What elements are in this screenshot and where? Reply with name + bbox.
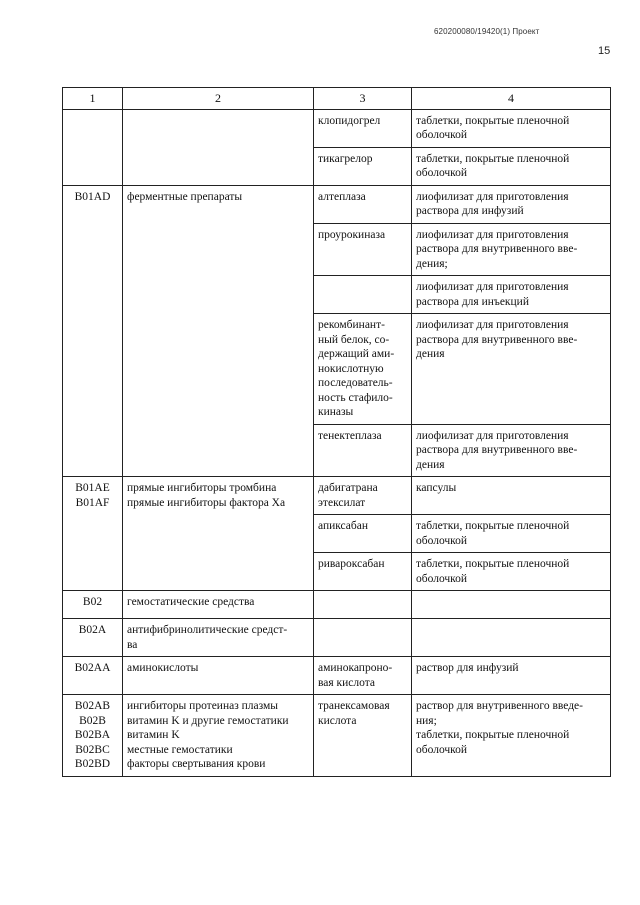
drug-name: дабигатрана: [318, 482, 378, 494]
code-cell: [63, 695, 123, 777]
form-cell: [412, 223, 611, 276]
group-cell: [123, 657, 314, 695]
drug-cell: [314, 657, 412, 695]
drug-name: ривароксабан: [318, 558, 385, 570]
dosage-form-line: оболочкой: [416, 534, 468, 547]
drug-name: нокислотную: [318, 362, 384, 375]
form-cell: [412, 185, 611, 223]
code-cell: [63, 619, 123, 657]
dosage-form-line: таблетки, покрытые пленочной: [416, 114, 570, 127]
form-cell: [412, 424, 611, 477]
dosage-form-line: раствора для внутривенного вве-: [416, 333, 578, 346]
drug-cell: [314, 314, 412, 425]
form-cell: [412, 314, 611, 425]
table-body: [63, 109, 611, 776]
group-name: аминокислоты: [127, 662, 199, 674]
atc-code: B02B: [79, 714, 106, 727]
group-name: ингибиторы протеиназ плазмы: [127, 700, 279, 712]
table-row: [63, 657, 611, 695]
drug-name: ность стафило-: [318, 391, 393, 404]
group-name: ферментные препараты: [127, 190, 243, 203]
drug-name: держащий ами-: [318, 348, 395, 360]
drug-table: [62, 87, 611, 777]
dosage-form-line: таблетки, покрытые пленочной: [416, 520, 570, 532]
table-row: [63, 619, 611, 657]
drug-cell: [314, 515, 412, 553]
dosage-form-line: капсулы: [416, 482, 457, 494]
group-cell: [123, 477, 314, 591]
dosage-form-line: раствор для инфузий: [416, 662, 519, 674]
dosage-form-line: лиофилизат для приготовления: [416, 281, 569, 293]
form-cell: [412, 553, 611, 591]
dosage-form-line: оболочкой: [416, 572, 468, 585]
table-row: [63, 477, 611, 515]
dosage-form-line: раствора для внутривенного вве-: [416, 444, 578, 456]
drug-cell: [314, 223, 412, 276]
group-name: гемостатические средства: [127, 596, 255, 608]
group-cell: [123, 695, 314, 777]
drug-cell: [314, 591, 412, 619]
column-header: 4: [412, 88, 611, 110]
form-cell: [412, 591, 611, 619]
dosage-form-line: лиофилизат для приготовления: [416, 190, 569, 203]
group-name: ва: [127, 638, 138, 651]
form-cell: [412, 657, 611, 695]
atc-code: B01AF: [75, 496, 110, 509]
drug-name: аминокапроно-: [318, 662, 393, 674]
drug-cell: [314, 477, 412, 515]
dosage-form-line: лиофилизат для приготовления: [416, 319, 569, 331]
drug-name: этексилат: [318, 496, 366, 509]
atc-code: B02A: [78, 624, 107, 636]
dosage-form-line: лиофилизат для приготовления: [416, 429, 569, 442]
dosage-form-line: таблетки, покрытые пленочной: [416, 152, 570, 165]
form-cell: [412, 695, 611, 777]
drug-cell: [314, 553, 412, 591]
drug-cell: [314, 147, 412, 185]
column-header: 3: [314, 88, 412, 110]
page-number: 15: [598, 45, 611, 57]
group-name: факторы свертывания крови: [127, 758, 266, 770]
group-name: витамин K и другие гемостатики: [127, 714, 289, 727]
dosage-form-line: раствора для инъекций: [416, 295, 529, 308]
dosage-form-line: лиофилизат для приготовления: [416, 228, 569, 241]
drug-name: клопидогрел: [318, 114, 381, 127]
atc-code: B02BA: [74, 729, 111, 741]
drug-name: апиксабан: [318, 520, 369, 532]
dosage-form-line: дения: [416, 348, 445, 360]
drug-name: рекомбинант-: [318, 319, 385, 331]
dosage-form-line: ния;: [416, 714, 437, 727]
code-cell: [63, 109, 123, 185]
drug-name: киназы: [318, 406, 354, 418]
atc-code: B02: [82, 596, 103, 608]
drug-name: тикагрелор: [318, 152, 373, 165]
drug-name: кислота: [318, 714, 357, 727]
table-row: [63, 591, 611, 619]
group-name: местные гемостатики: [127, 743, 233, 756]
table-row: [63, 695, 611, 777]
table-header-row: [63, 88, 611, 110]
group-name: прямые ингибиторы тромбина: [127, 482, 277, 494]
dosage-form-line: оболочкой: [416, 129, 468, 141]
group-cell: [123, 591, 314, 619]
code-cell: [63, 591, 123, 619]
drug-name: транексамовая: [318, 700, 390, 712]
form-cell: [412, 147, 611, 185]
drug-cell: [314, 185, 412, 223]
atc-code: B02AA: [74, 662, 111, 674]
drug-cell: [314, 109, 412, 147]
table-row: [63, 185, 611, 223]
group-name: прямые ингибиторы фактора Xa: [127, 496, 286, 509]
dosage-form-line: раствора для инфузий: [416, 205, 524, 217]
drug-name: проурокиназа: [318, 228, 386, 241]
atc-code: B02BC: [75, 743, 110, 756]
drug-name: вая кислота: [318, 676, 376, 689]
dosage-form-line: таблетки, покрытые пленочной: [416, 729, 570, 741]
drug-cell: [314, 619, 412, 657]
drug-cell: [314, 424, 412, 477]
group-cell: [123, 185, 314, 477]
dosage-form-line: таблетки, покрытые пленочной: [416, 558, 570, 570]
drug-cell: [314, 695, 412, 777]
column-header: 1: [63, 88, 123, 110]
code-cell: [63, 477, 123, 591]
group-cell: [123, 109, 314, 185]
code-cell: [63, 657, 123, 695]
drug-name: ный белок, со-: [318, 333, 390, 346]
dosage-form-line: раствор для внутривенного введе-: [416, 700, 583, 712]
dosage-form-line: оболочкой: [416, 167, 468, 179]
form-cell: [412, 276, 611, 314]
group-name: антифибринолитические средст-: [127, 624, 288, 636]
dosage-form-line: дения: [416, 458, 445, 471]
drug-name: последователь-: [318, 377, 393, 389]
table-row: [63, 109, 611, 147]
form-cell: [412, 109, 611, 147]
dosage-form-line: раствора для внутривенного вве-: [416, 243, 578, 255]
atc-code: B02AB: [74, 700, 111, 712]
code-cell: [63, 185, 123, 477]
form-cell: [412, 515, 611, 553]
drug-cell: [314, 276, 412, 314]
atc-code: B01AE: [75, 482, 110, 494]
atc-code: B02BD: [74, 758, 111, 770]
form-cell: [412, 619, 611, 657]
form-cell: [412, 477, 611, 515]
column-header: 2: [123, 88, 314, 110]
group-cell: [123, 619, 314, 657]
drug-name: алтеплаза: [318, 190, 366, 203]
dosage-form-line: оболочкой: [416, 743, 468, 756]
drug-name: тенектеплаза: [318, 429, 382, 442]
dosage-form-line: дения;: [416, 257, 448, 270]
atc-code: B01AD: [74, 190, 111, 203]
group-name: витамин K: [127, 729, 180, 741]
document-id: 620200080/19420(1) Проект: [434, 27, 540, 36]
